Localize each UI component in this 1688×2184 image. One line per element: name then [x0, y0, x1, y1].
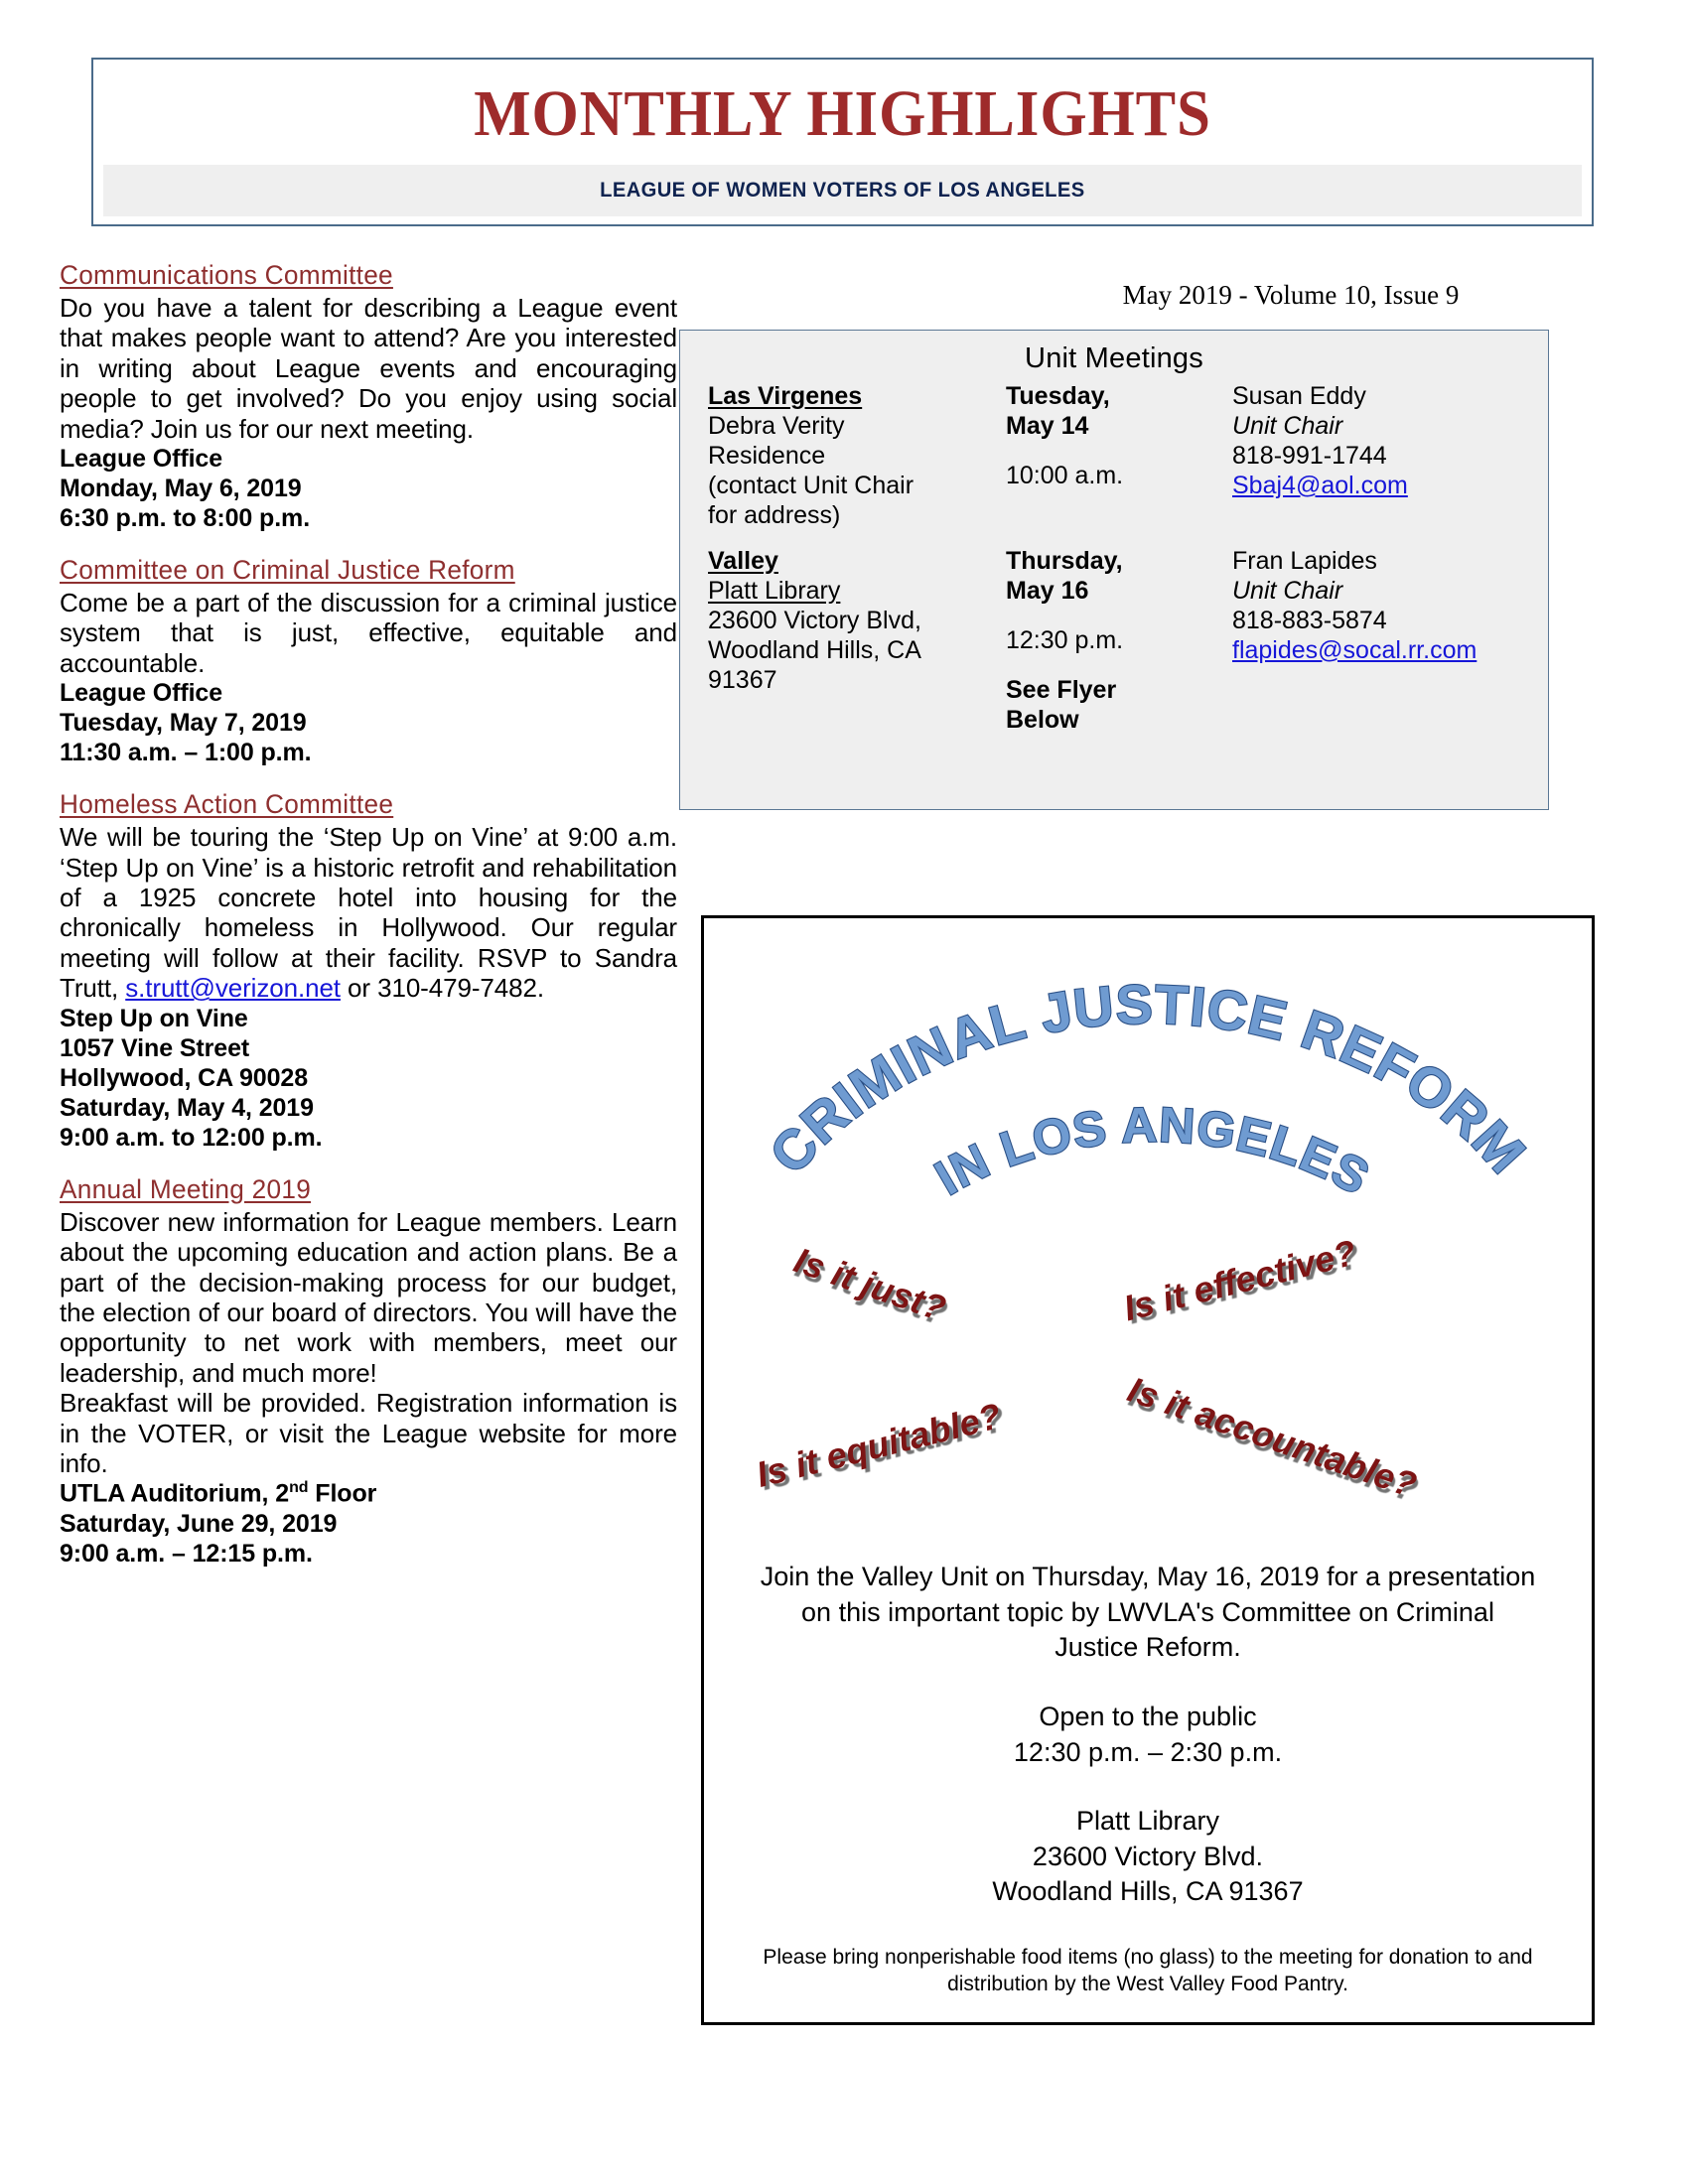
section-homeless-action-committee	[60, 789, 677, 1152]
unit-date-cell	[1006, 546, 1232, 737]
flyer-open-block	[758, 1700, 1538, 1770]
unit-contact-cell	[1232, 381, 1528, 532]
unit-day: Tuesday,	[1006, 382, 1110, 410]
unit-note: See Flyer	[1006, 676, 1117, 704]
flyer-box	[701, 915, 1595, 2025]
detail-line: Step Up on Vine	[60, 1004, 248, 1032]
flyer-wordart	[704, 918, 1592, 1246]
detail-line: League Office	[60, 445, 223, 474]
section-details	[60, 678, 677, 767]
detail-line: 11:30 a.m. – 1:00 p.m.	[60, 739, 312, 767]
unit-contact-phone: 818-883-5874	[1232, 607, 1387, 634]
section-body	[60, 822, 677, 1003]
unit-meetings-title: Unit Meetings	[1025, 342, 1203, 374]
flyer-paragraph: Join the Valley Unit on Thursday, May 16, 2019 for a presentation on this important topic by LWVLA's Committee on Criminal Justice Reform.	[760, 1562, 1536, 1663]
detail-line: Tuesday, May 7, 2019	[60, 709, 307, 738]
section-heading: Committee on Criminal Justice Reform	[60, 555, 515, 586]
unit-contact-name: Susan Eddy	[1232, 382, 1366, 410]
unit-time: 12:30 p.m.	[1006, 626, 1124, 654]
unit-date: May 16	[1006, 577, 1089, 605]
unit-contact-role: Unit Chair	[1232, 577, 1343, 605]
section-body: Do you have a talent for describing a League event that makes people want to attend? Are you interested in writing about League events and encouraging people to get involved? Do you enjoy using social media? Join us for our next meeting.	[60, 293, 677, 444]
unit-name: Valley	[708, 547, 778, 575]
section-details	[60, 1004, 677, 1153]
spacer	[1006, 606, 1232, 625]
spacer	[1006, 655, 1232, 675]
masthead-subtitle-band	[103, 165, 1582, 216]
unit-contact-name: Fran Lapides	[1232, 547, 1377, 575]
wordart-svg	[704, 918, 1592, 1246]
unit-note-2: Below	[1006, 706, 1079, 734]
detail-line: Saturday, June 29, 2019	[60, 1509, 338, 1538]
issue-line: May 2019 - Volume 10, Issue 9	[1122, 280, 1460, 310]
email-link-sandra-trutt[interactable]: s.trutt@verizon.net	[125, 973, 341, 1004]
detail-line: Hollywood, CA 90028	[60, 1063, 309, 1092]
unit-contact-email-link[interactable]: flapides@socal.rr.com	[1232, 636, 1477, 664]
section-annual-meeting	[60, 1174, 677, 1569]
spacer	[1006, 441, 1232, 461]
unit-location-cell	[708, 381, 1006, 532]
unit-contact-phone: 818-991-1744	[1232, 442, 1387, 470]
question-accountable: Is it accountable?	[1122, 1368, 1422, 1506]
flyer-venue-name: Platt Library	[1075, 1806, 1220, 1837]
organization-name: LEAGUE OF WOMEN VOTERS OF LOS ANGELES	[600, 179, 1085, 202]
section-heading: Homeless Action Committee	[60, 789, 394, 820]
unit-location-line: 91367	[708, 666, 777, 694]
flyer-venue-street: 23600 Victory Blvd.	[1032, 1841, 1264, 1871]
detail-line: 9:00 a.m. to 12:00 p.m.	[60, 1123, 323, 1152]
section-details	[60, 1478, 677, 1568]
section-criminal-justice-reform	[60, 555, 677, 767]
unit-contact-role: Unit Chair	[1232, 412, 1343, 440]
detail-line: UTLA Auditorium, 2nd Floor	[60, 1479, 377, 1508]
masthead	[91, 58, 1594, 226]
unit-contact-email-link[interactable]: Sbaj4@aol.com	[1232, 472, 1408, 499]
question-equitable: Is it equitable?	[752, 1395, 1006, 1495]
section-body-2: Breakfast will be provided. Registration information is in the VOTER, or visit the League website for more info.	[60, 1388, 677, 1478]
body-text-pre: We will be touring the ‘Step Up on Vine’ at 9:00 a.m. ‘Step Up on Vine’ is a historic retrofit and rehabilitation of a 1925 concrete hotel into housing for the chronically homeless in Hollywood. Our regular meeting will follow at their facility. RSVP to Sandra Trutt,	[60, 822, 677, 1004]
unit-location-line: 23600 Victory Blvd,	[708, 607, 921, 634]
unit-location-line: (contact Unit Chair	[708, 472, 914, 499]
unit-location-line: Debra Verity	[708, 412, 845, 440]
flyer-body	[704, 1560, 1592, 1910]
unit-venue: Platt Library	[708, 577, 841, 605]
unit-location-cell	[708, 546, 1006, 737]
unit-meetings-grid	[680, 381, 1548, 737]
detail-line: Monday, May 6, 2019	[60, 475, 302, 503]
flyer-open-line-2: 12:30 p.m. – 2:30 p.m.	[1013, 1736, 1283, 1767]
unit-date: May 14	[1006, 412, 1089, 440]
wordart-line-2: IN LOS ANGELES	[925, 1096, 1379, 1206]
unit-contact-cell	[1232, 546, 1528, 737]
left-column	[60, 260, 677, 1590]
question-effective: Is it effective?	[1119, 1231, 1360, 1329]
detail-line: League Office	[60, 679, 223, 708]
unit-location-line: for address)	[708, 501, 841, 529]
wordart-line-1: CRIMINAL JUSTICE REFORM	[758, 973, 1538, 1185]
flyer-food-note: Please bring nonperishable food items (no glass) to the meeting for donation to and distribution by the West Valley Food Pantry.	[763, 1946, 1533, 1996]
question-just: Is it just?	[788, 1239, 951, 1329]
unit-day: Thursday,	[1006, 547, 1123, 575]
unit-date-cell	[1006, 381, 1232, 532]
section-body: Come be a part of the discussion for a criminal justice system that is just, effective, equitable and accountable.	[60, 588, 677, 678]
flyer-questions	[704, 1231, 1592, 1554]
flyer-venue-city: Woodland Hills, CA 91367	[992, 1876, 1304, 1907]
detail-line: 1057 Vine Street	[60, 1033, 250, 1062]
section-communications-committee	[60, 260, 677, 533]
flyer-venue-block	[758, 1804, 1538, 1910]
section-details	[60, 444, 677, 533]
detail-line: Saturday, May 4, 2019	[60, 1093, 314, 1122]
section-body: Discover new information for League members. Learn about the upcoming education and action plans. Be a part of the decision-making process for our budget, the election of our board of directors. You will have the opportunity to net work with members, meet our leadership, and much more!	[60, 1206, 677, 1388]
unit-location-line: Residence	[708, 442, 826, 470]
section-heading: Communications Committee	[60, 260, 393, 290]
detail-line: 9:00 a.m. – 12:15 p.m.	[60, 1539, 313, 1568]
page-title: MONTHLY HIGHLIGHTS	[474, 77, 1211, 150]
detail-line: 6:30 p.m. to 8:00 p.m.	[60, 504, 311, 533]
body-text-post: or 310-479-7482.	[340, 973, 544, 1004]
unit-time: 10:00 a.m.	[1006, 462, 1124, 489]
flyer-open-line-1: Open to the public	[1039, 1701, 1257, 1731]
unit-location-line: Woodland Hills, CA	[708, 636, 921, 664]
unit-meetings-box	[679, 330, 1549, 810]
section-heading: Annual Meeting 2019	[60, 1173, 312, 1204]
unit-name: Las Virgenes	[708, 382, 863, 410]
